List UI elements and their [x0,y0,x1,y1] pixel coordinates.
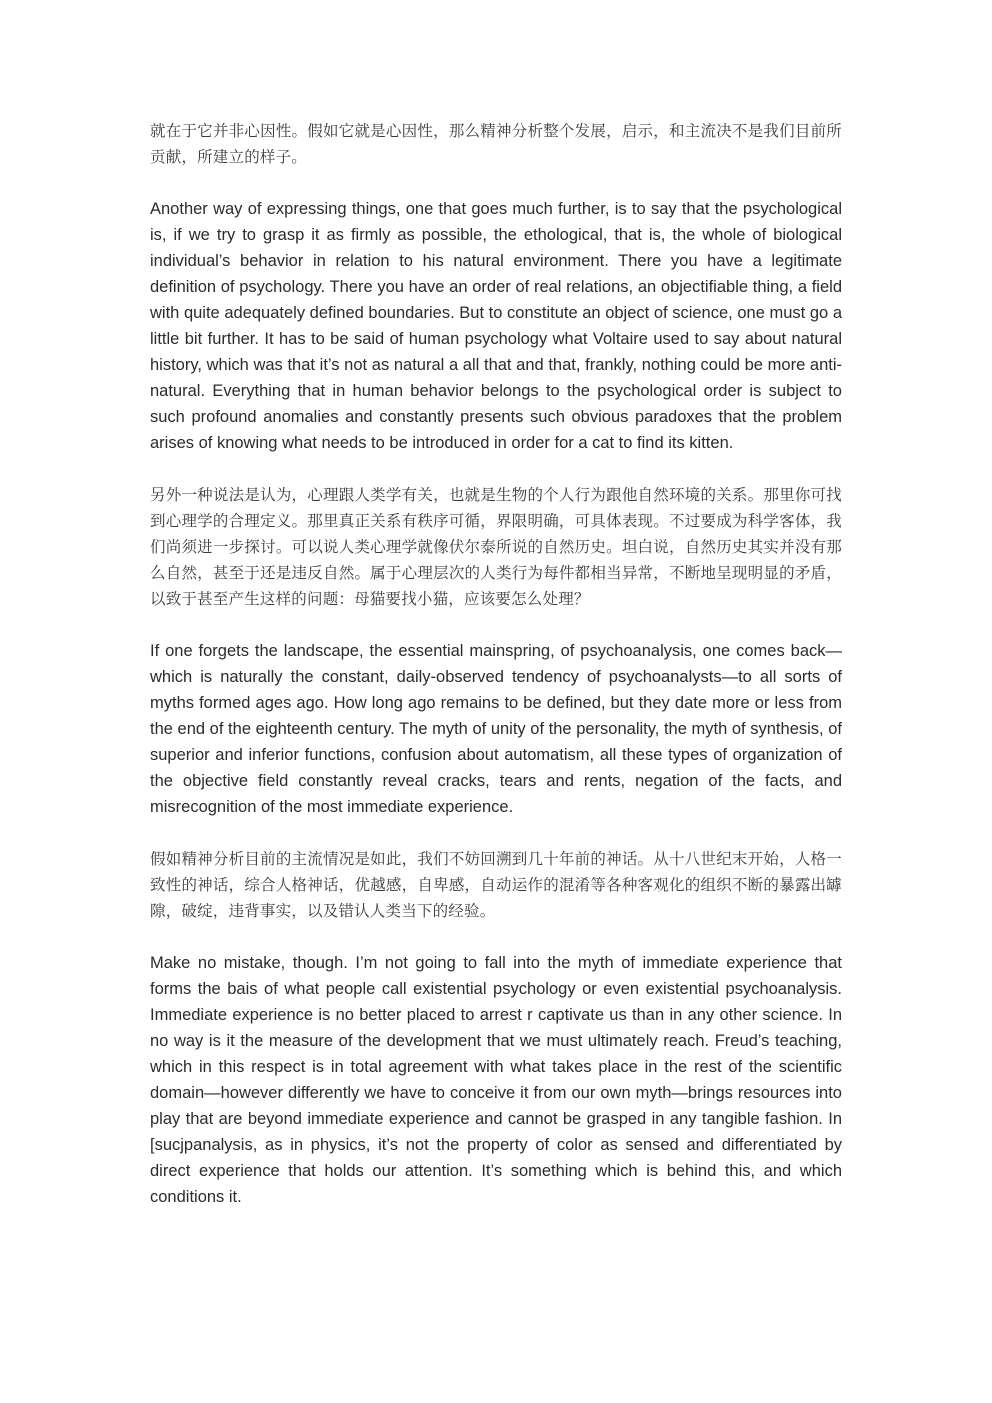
paragraph-zh-1: 就在于它并非心因性。假如它就是心因性，那么精神分析整个发展，启示，和主流决不是我们目前所贡献，所建立的样子。 [150,122,842,166]
document-body [150,118,842,1210]
paragraph-en-3: Make no mistake, though. I’m not going to fall into the myth of immediate experience that forms the bais of what people call existential psychology or even existential psychoanalysis. Immediate experience is no better placed to arrest r captivate us than in any other science. In no way is it the measure of the development that we must ultimately reach. Freud’s teaching, which in this respect is in total agreement with what takes place in the rest of the scientific domain—however differently we have to conceive it from our own myth—brings resources into play that are beyond immediate experience and cannot be grasped in any tangible fashion. In [sucjpanalysis, as in physics, it’s not the property of color as sensed and differentiated by direct experience that holds our attention. It’s something which is behind this, and which conditions it. [150,954,842,1206]
paragraph-en-1: Another way of expressing things, one that goes much further, is to say that the psychological is, if we try to grasp it as firmly as possible, the ethological, that is, the whole of biological individual’s behavior in relation to his natural environment. There you have a legitimate definition of psychology. There you have an order of real relations, an objectifiable thing, a field with quite adequately defined boundaries. But to constitute an object of science, one must go a little bit further. It has to be said of human psychology what Voltaire used to say about natural history, which was that it’s not as natural a all that and that, frankly, nothing could be more anti-natural. Everything that in human behavior belongs to the psychological order is subject to such profound anomalies and constantly presents such obvious paradoxes that the problem arises of knowing what needs to be introduced in order for a cat to find its kitten. [150,200,842,452]
paragraph-zh-2: 另外一种说法是认为，心理跟人类学有关，也就是生物的个人行为跟他自然环境的关系。那里你可找到心理学的合理定义。那里真正关系有秩序可循，界限明确，可具体表现。不过要成为科学客体，我们尚须进一步探讨。可以说人类心理学就像伏尔泰所说的自然历史。坦白说，自然历史其实并没有那么自然，甚至于还是违反自然。属于心理层次的人类行为每件都相当异常，不断地呈现明显的矛盾，以致于甚至产生这样的问题：母猫要找小猫，应该要怎么处理？ [150,486,842,608]
paragraph-en-2: If one forgets the landscape, the essential mainspring, of psychoanalysis, one comes back—which is naturally the constant, daily-observed tendency of psychoanalysts—to all sorts of myths formed ages ago. How long ago remains to be defined, but they date more or less from the end of the eighteenth century. The myth of unity of the personality, the myth of synthesis, of superior and inferior functions, confusion about automatism, all these types of organization of the objective field constantly reveal cracks, tears and rents, negation of the facts, and misrecognition of the most immediate experience. [150,642,842,816]
paragraph-zh-3: 假如精神分析目前的主流情况是如此，我们不妨回溯到几十年前的神话。从十八世纪末开始，人格一致性的神话，综合人格神话，优越感，自卑感，自动运作的混淆等各种客观化的组织不断的暴露出罅隙，破绽，违背事实，以及错认人类当下的经验。 [150,850,842,920]
